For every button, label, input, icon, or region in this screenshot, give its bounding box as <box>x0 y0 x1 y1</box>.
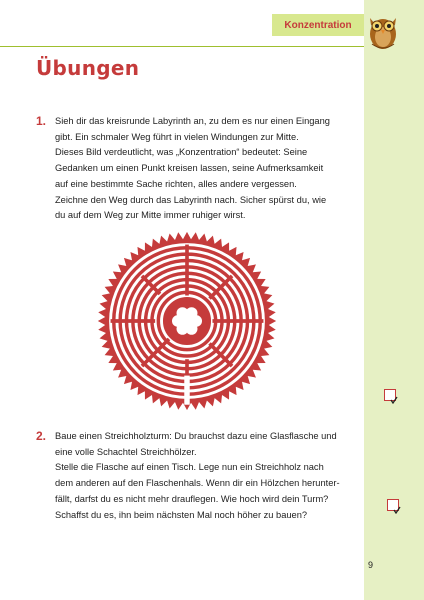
labyrinth-illustration <box>96 230 278 412</box>
owl-icon <box>366 8 400 50</box>
exercise-1-number: 1. <box>36 114 47 128</box>
exercise-2-text: Baue einen Streichholzturm: Du brauchst dazu eine Glasflasche und eine volle Schachtel Streichhölzer. Stelle die Flasche auf einen Tisch. Lege nun ein Streichholz nach dem anderen auf den Flaschenhals. Wenn dir ein Hölzchen herunter- fällt, darfst du es nicht mehr drauflegen. Wie hoch wird dein Turm? Schaffst du es, ihn beim nächsten Mal noch höher zu bauen? <box>55 431 340 520</box>
checkmark-icon <box>393 506 401 514</box>
page-number: 9 <box>368 560 374 570</box>
page-title: Übungen <box>36 56 140 80</box>
exercise-2-number: 2. <box>36 429 47 443</box>
checkmark-icon <box>390 396 398 404</box>
section-tab: Konzentration <box>272 14 364 36</box>
header-rule <box>0 46 364 47</box>
exercise-1-text: Sieh dir das kreisrunde Labyrinth an, zu dem es nur einen Eingang gibt. Ein schmaler Weg führt in vielen Windungen zur Mitte. Dieses Bild verdeutlicht, was „Konzentration“ bedeutet: Seine Gedanken um einen Punkt kreisen lassen, seine Aufmerksamkeit auf eine bestimmte Sache richten, alles andere vergessen. Zeichne den Weg durch das Labyrinth nach. Sicher spürst du, wie du auf dem Weg zur Mitte immer ruhiger wirst. <box>55 116 330 221</box>
